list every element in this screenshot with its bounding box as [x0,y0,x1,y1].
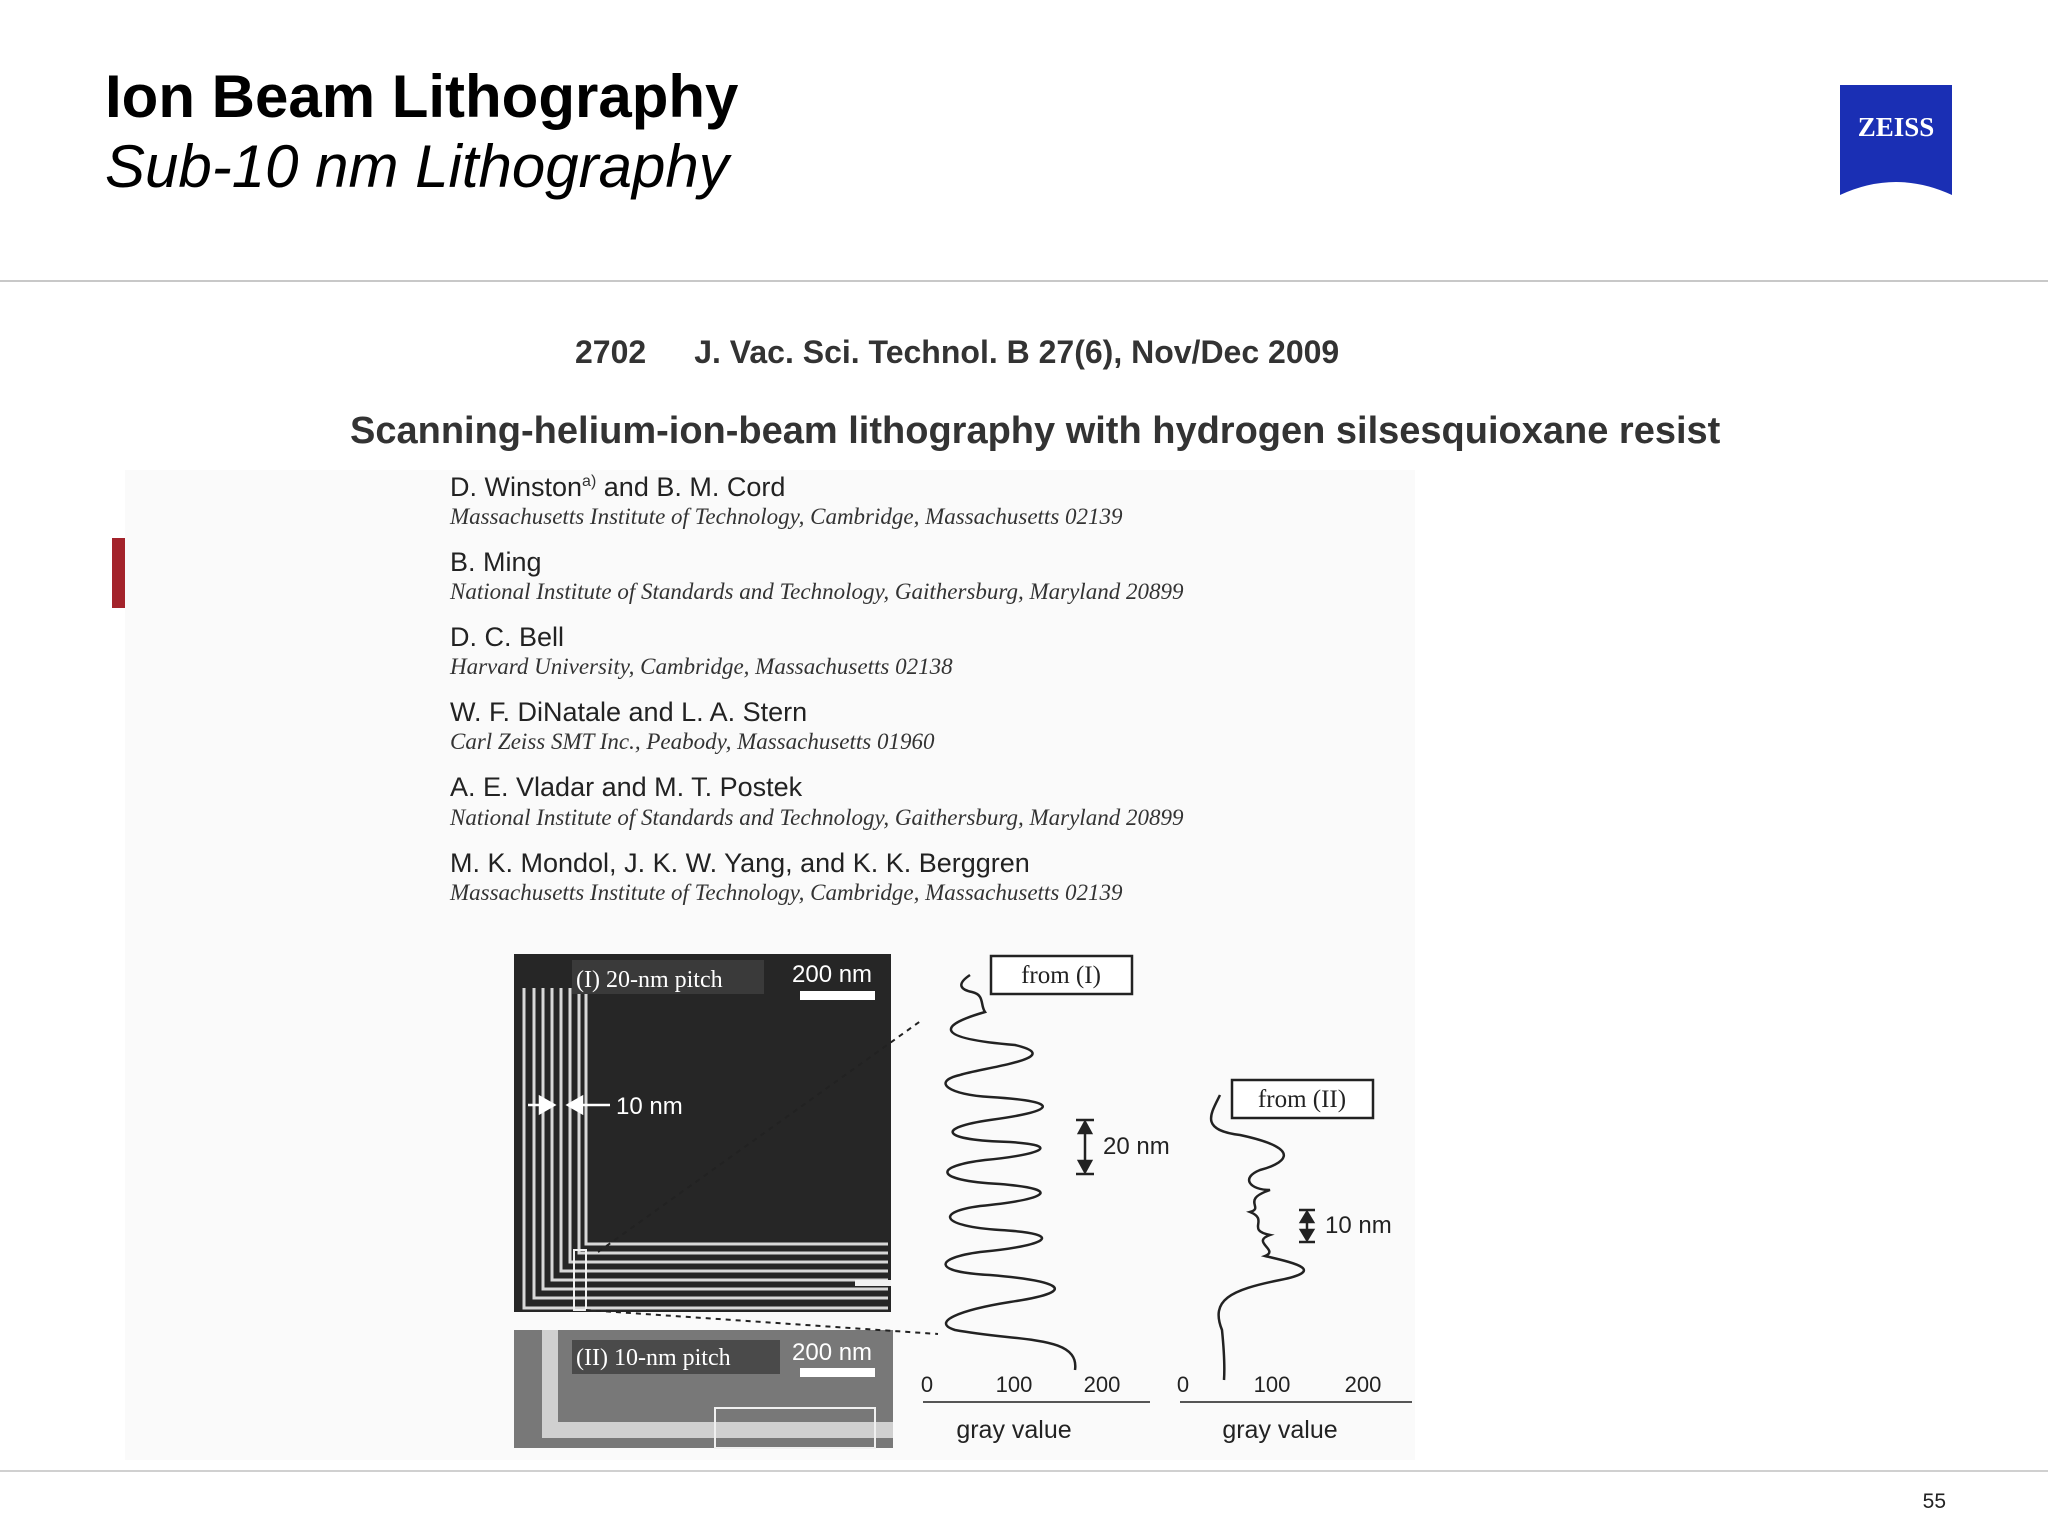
zeiss-logo-text: ZEISS [1857,112,1935,142]
scale-bar-1 [800,991,875,1000]
footer-divider [0,1470,2048,1472]
scale-bar-2 [800,1368,875,1377]
axis-2-tick-100: 100 [1253,1372,1291,1397]
page-number: 55 [1922,1490,1946,1513]
scale-bar-label-1: 200 nm [792,961,873,988]
axis-1-tick-200: 200 [1083,1372,1121,1397]
author-affiliation: National Institute of Standards and Technology, Gaithersburg, Maryland 20899 [450,805,1184,830]
author-names: D. Winston [450,472,583,502]
pitch-annotation-1: 20 nm [1103,1133,1170,1160]
paper-title: Scanning-helium-ion-beam lithography with hydrogen silsesquioxane resist [350,410,1721,452]
author-line [450,472,785,503]
author-line: B. Ming [450,547,542,577]
axis-2-tick-200: 200 [1344,1372,1382,1397]
panel-1-label: (I) 20-nm pitch [576,967,723,993]
author-affiliation: Harvard University, Cambridge, Massachusetts 02138 [450,654,953,679]
author-affiliation: National Institute of Standards and Technology, Gaithersburg, Maryland 20899 [450,579,1184,604]
linewidth-annotation: 10 nm [616,1093,683,1120]
axis-2-tick-0: 0 [1176,1372,1190,1397]
header-divider [0,280,2048,282]
pitch-arrow-1 [1076,1120,1094,1174]
author-affiliation: Carl Zeiss SMT Inc., Peabody, Massachusetts 01960 [450,729,935,754]
gray-profile-1 [946,975,1076,1370]
pitch-annotation-2: 10 nm [1325,1212,1392,1239]
lithography-figure [510,950,1420,1455]
author-line: A. E. Vladar and M. T. Postek [450,772,803,802]
author-affiliation: Massachusetts Institute of Technology, Cambridge, Massachusetts 02139 [450,504,1123,529]
journal-page-number: 2702 [575,334,647,370]
slide-subtitle: Sub-10 nm Lithography [105,133,729,200]
axis-1-tick-0: 0 [920,1372,934,1397]
author-affiliation: Massachusetts Institute of Technology, Cambridge, Massachusetts 02139 [450,880,1123,905]
panel-2-label: (II) 10-nm pitch [576,1345,731,1371]
gray-profile-2 [1211,1095,1304,1380]
author-line: W. F. DiNatale and L. A. Stern [450,697,808,727]
axis-1-label: gray value [956,1416,1072,1444]
author-names-rest: and B. M. Cord [596,472,786,502]
profile-1-label: from (I) [1021,962,1101,989]
axis-1-tick-100: 100 [995,1372,1033,1397]
profile-2-label: from (II) [1257,1086,1347,1113]
scale-bar-label-2: 200 nm [792,1339,873,1366]
author-line: M. K. Mondol, J. K. W. Yang, and K. K. Berggren [450,848,1030,878]
author-line: D. C. Bell [450,622,565,652]
pitch-arrow-2 [1299,1210,1315,1242]
zeiss-logo [1840,85,1952,195]
author-footnote-mark: a) [582,473,597,490]
axis-2-label: gray value [1222,1416,1338,1444]
slide-title: Ion Beam Lithography [105,63,739,130]
journal-citation [575,334,1339,371]
journal-name: J. Vac. Sci. Technol. B 27(6), Nov/Dec 2009 [694,334,1340,370]
